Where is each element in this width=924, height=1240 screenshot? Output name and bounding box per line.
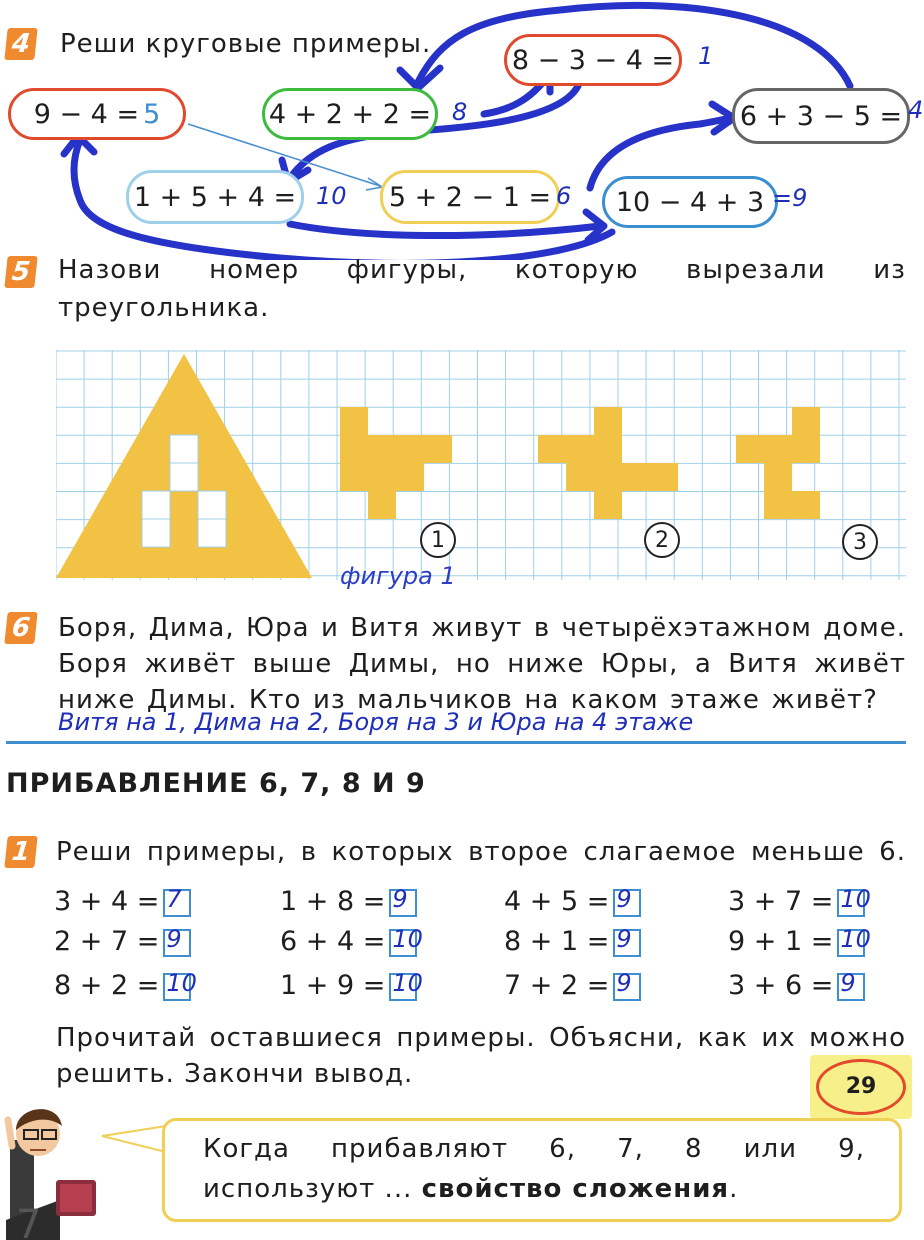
exercise-c2-r2: 6 + 4 = 10 [280, 924, 423, 957]
figure-label-2: 2 [644, 522, 680, 558]
pill-5-2-1-answer: 6 [556, 182, 572, 210]
pill-8-3-4: 8 − 3 − 4 = [504, 34, 682, 86]
teacher-illustration [0, 1100, 110, 1240]
task5-line1: Назови номер фигуры, которую вырезали из [58, 255, 906, 285]
arrow-10to9 [290, 224, 600, 236]
task6-answer: Витя на 1, Дима на 2, Боря на 3 и Юра на 4 этаже [58, 708, 694, 736]
pill-5-2-1: 5 + 2 − 1 = [380, 170, 560, 224]
exercise-c2-r3: 1 + 9 = 10 [280, 968, 423, 1001]
task1-follow-line1: Прочитай оставшиеся примеры. Объясни, как их можно [56, 1023, 906, 1053]
pill-1-5-4: 1 + 5 + 4 = [126, 170, 304, 224]
answer-box: 9 [389, 889, 417, 917]
figure-3-shape [736, 407, 820, 519]
task6-line1: Боря, Дима, Юра и Витя живут в четырёхэтажном доме. [58, 613, 906, 643]
task5-line2: треугольника. [58, 293, 270, 323]
pill-8-3-4-answer: 1 [698, 42, 714, 70]
figure-1-shape [340, 407, 452, 519]
triangle-hole [170, 435, 198, 463]
figure-2-shape [538, 407, 678, 519]
answer-box: 10 [163, 973, 191, 1001]
pill-4-2-2-answer: 8 [452, 98, 468, 126]
task6-number-badge: 6 [4, 612, 37, 644]
answer-box: 10 [837, 889, 865, 917]
exercise-c4-r1: 3 + 7 = 10 [728, 884, 871, 917]
conclusion-answer: свойство сложения [421, 1174, 730, 1204]
section-divider [6, 741, 906, 744]
conclusion-prefix: используют ... [203, 1174, 413, 1204]
task1-instruction: Реши примеры, в которых второе слагаемое меньше 6. [56, 837, 906, 867]
task1-number-badge: 1 [4, 836, 37, 868]
figure-label-3: 3 [842, 524, 878, 560]
pill-6-3-5-answer: 4 [908, 96, 924, 124]
pill-4-2-2: 4 + 2 + 2 = [262, 88, 438, 140]
task5-number-badge: 5 [4, 256, 37, 288]
exercise-c1-r2: 2 + 7 = 9 [54, 926, 191, 957]
conclusion-line1: Когда прибавляют 6, 7, 8 или 9, [203, 1134, 865, 1164]
exercise-c4-r2: 9 + 1 = 10 [728, 924, 871, 957]
pill-9-4: 9 − 4 = 5 [8, 88, 186, 140]
conclusion-bubble [162, 1118, 902, 1222]
task5-answer: фигура 1 [340, 562, 456, 590]
exercise-c3-r2: 8 + 1 = 9 [504, 926, 641, 957]
svg-text:7: 7 [16, 1202, 42, 1240]
answer-box: 9 [163, 929, 191, 957]
page-number: 29 [816, 1059, 906, 1115]
pill-9-4-answer: 5 [143, 98, 161, 130]
answer-box: 10 [389, 929, 417, 957]
exercise-c3-r3: 7 + 2 = 9 [504, 970, 641, 1001]
exercise-c4-r3: 3 + 6 = 9 [728, 970, 865, 1001]
task1-follow-line2: решить. Закончи вывод. [56, 1059, 414, 1089]
pill-6-3-5: 6 + 3 − 5 = [732, 88, 910, 144]
conclusion-line2: используют ... свойство сложения. [203, 1174, 739, 1204]
figure-grid [56, 350, 906, 580]
exercise-c1-r1: 3 + 4 = 7 [54, 886, 191, 917]
answer-box: 9 [613, 889, 641, 917]
pill-10-4-3-answer: =9 [772, 184, 808, 212]
task4-instruction: Реши круговые примеры. [60, 29, 432, 59]
task4-number-badge: 4 [4, 28, 37, 60]
exercise-c3-r1: 4 + 5 = 9 [504, 886, 641, 917]
task6-line3: ниже Димы. Кто из мальчиков на каком этаже живёт? [58, 685, 878, 715]
pill-1-5-4-answer: 10 [316, 182, 347, 210]
answer-box: 7 [163, 889, 191, 917]
bubble-tail [100, 1120, 170, 1160]
exercise-c1-r3: 8 + 2 = 10 [54, 968, 197, 1001]
answer-box: 10 [837, 929, 865, 957]
section-title: ПРИБАВЛЕНИЕ 6, 7, 8 И 9 [6, 768, 426, 799]
task6-line2: Боря живёт выше Димы, но ниже Юры, а Витя живёт [58, 649, 906, 679]
answer-box: 10 [389, 973, 417, 1001]
exercise-c2-r1: 1 + 8 = 9 [280, 886, 417, 917]
pill-10-4-3: 10 − 4 + 3 [602, 176, 778, 228]
figure-label-1: 1 [420, 522, 456, 558]
answer-box: 9 [837, 973, 865, 1001]
answer-box: 9 [613, 973, 641, 1001]
answer-box: 9 [613, 929, 641, 957]
page-number-tab [810, 1055, 912, 1119]
